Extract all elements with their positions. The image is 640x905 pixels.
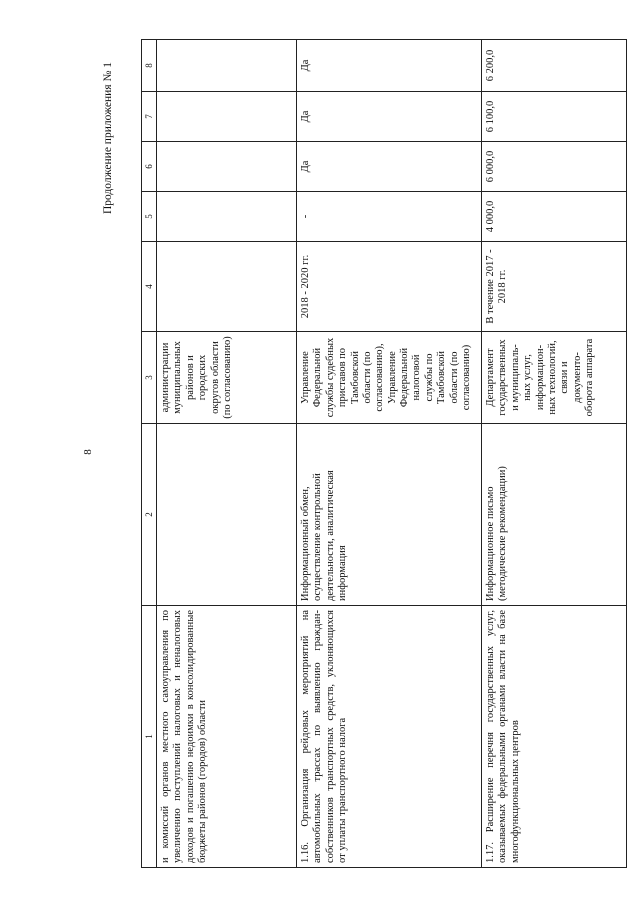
- value-cell: [157, 192, 297, 242]
- value-cell: Да: [297, 92, 482, 142]
- value-cell: Да: [297, 40, 482, 92]
- column-header: 1: [142, 606, 157, 868]
- column-header: 2: [142, 424, 157, 606]
- value-cell: 6 000,0: [482, 142, 627, 192]
- value-cell: 4 000,0: [482, 192, 627, 242]
- result-cell: [157, 424, 297, 606]
- value-cell: 6 200,0: [482, 40, 627, 92]
- value-cell: 6 100,0: [482, 92, 627, 142]
- page-number: 8: [82, 449, 94, 455]
- appendix-label: Продолжение приложения № 1: [102, 61, 114, 215]
- table-row: [482, 40, 627, 868]
- executor-cell: администрации муниципальных районов и городских округов области (по согласованию): [157, 332, 297, 424]
- column-header: 3: [142, 332, 157, 424]
- table-row: [297, 40, 482, 868]
- value-cell: Да: [297, 142, 482, 192]
- value-cell: [157, 142, 297, 192]
- result-cell: Информационный обмен, осуществление контрольной деятельности, аналитическая информация: [297, 424, 482, 606]
- period-cell: [157, 242, 297, 332]
- value-cell: [157, 40, 297, 92]
- activity-cell: 1.16. Организация рейдовых мероприятий на автомобильных трассах по выявлению граждан-собственников транспортных средств, уклоняющихся от уплаты транспортного налога: [297, 606, 482, 868]
- activity-cell: и комиссий органов местного самоуправления по увеличению поступлений налоговых и неналоговых доходов и погашению недоимки в консолидированные бюджеты районов (городов) области: [157, 606, 297, 868]
- column-header: 6: [142, 142, 157, 192]
- value-cell: [157, 92, 297, 142]
- table-row: [157, 40, 297, 868]
- value-cell: -: [297, 192, 482, 242]
- column-header: 4: [142, 242, 157, 332]
- column-header: 5: [142, 192, 157, 242]
- document-table: [141, 39, 627, 868]
- executor-cell: Департамент государственных и муниципаль-ных услуг, информацион-ных технологий, связи и документо-оборота аппарата: [482, 332, 627, 424]
- table-container: [141, 40, 625, 868]
- column-header: 8: [142, 40, 157, 92]
- column-header: 7: [142, 92, 157, 142]
- period-cell: В течение 2017 - 2018 гг.: [482, 242, 627, 332]
- result-cell: Информационное письмо (методические рекомендации): [482, 424, 627, 606]
- period-cell: 2018 - 2020 гг.: [297, 242, 482, 332]
- executor-cell: Управление Федеральной службы судебных приставов по Тамбовской области (по согласованию), Управление Федеральной налоговой службы по Тамбовской области (по согласованию): [297, 332, 482, 424]
- header-row: [142, 40, 157, 868]
- activity-cell: 1.17. Расширение перечня государственных услуг, оказываемых федеральными органами власти на базе многофункциональных центров: [482, 606, 627, 868]
